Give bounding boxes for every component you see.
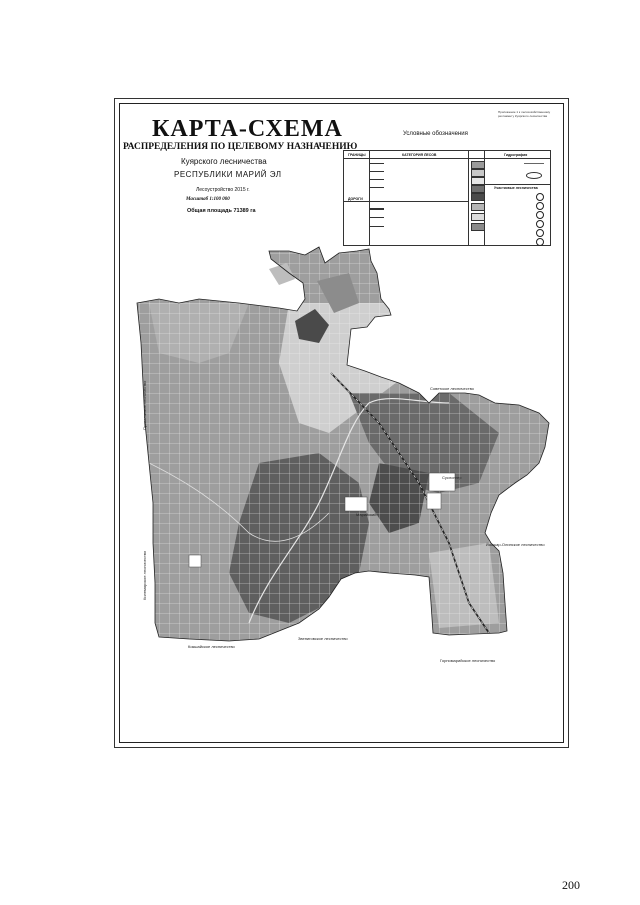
legend-title: Условные обозначения <box>403 131 468 137</box>
republic-name: РЕСПУБЛИКИ МАРИЙ ЭЛ <box>174 170 282 179</box>
survey-year: Лесоустройство 2015 г. <box>196 187 250 193</box>
label-kokshayskoe: Кокшайское лесничество <box>188 644 235 649</box>
forestry-map <box>119 103 564 743</box>
label-mariets: Марийский <box>356 512 377 517</box>
label-suslonger: Суслонгер <box>442 475 462 480</box>
legend-header-borders: ГРАНИЦЫ <box>348 152 366 157</box>
page-number: 200 <box>562 878 580 892</box>
label-zvenigovskoe: Звениговское лесничество <box>298 636 348 641</box>
map-subtitle: РАСПРЕДЕЛЕНИЯ ПО ЦЕЛЕВОМУ НАЗНАЧЕНИЮ <box>123 142 358 152</box>
legend-header-hydro: Гидрография <box>504 152 528 157</box>
total-area: Общая площадь 71389 га <box>187 208 256 214</box>
label-sovetskoe: Советское лесничество <box>430 386 474 391</box>
legend-header-forest-units: Участковые лесничества <box>494 186 538 190</box>
settlement <box>427 493 441 509</box>
legend-header-categories: КАТЕГОРИЯ ЛЕСОВ <box>402 152 437 157</box>
label-yoshkar: Йошкар-Олинское лесничество <box>486 542 545 547</box>
appendix-note: Приложение 1 к лесохозяйственному регламенту Куярского лесничества <box>498 110 551 118</box>
settlement <box>345 497 367 511</box>
settlement <box>189 555 201 567</box>
label-kilemarskoe: Килемарское лесничество <box>142 550 147 600</box>
label-privolzhskoe: Приволжское лесничество <box>142 380 147 430</box>
map-scale: Масштаб 1:100 000 <box>186 197 230 202</box>
legend-header-roads: ДОРОГИ <box>348 197 363 201</box>
map-title: КАРТА-СХЕМА <box>152 116 343 142</box>
forestry-name: Куярского лесничества <box>181 157 267 166</box>
label-gornomariyskoe: Горномарийское лесничество <box>440 658 496 663</box>
